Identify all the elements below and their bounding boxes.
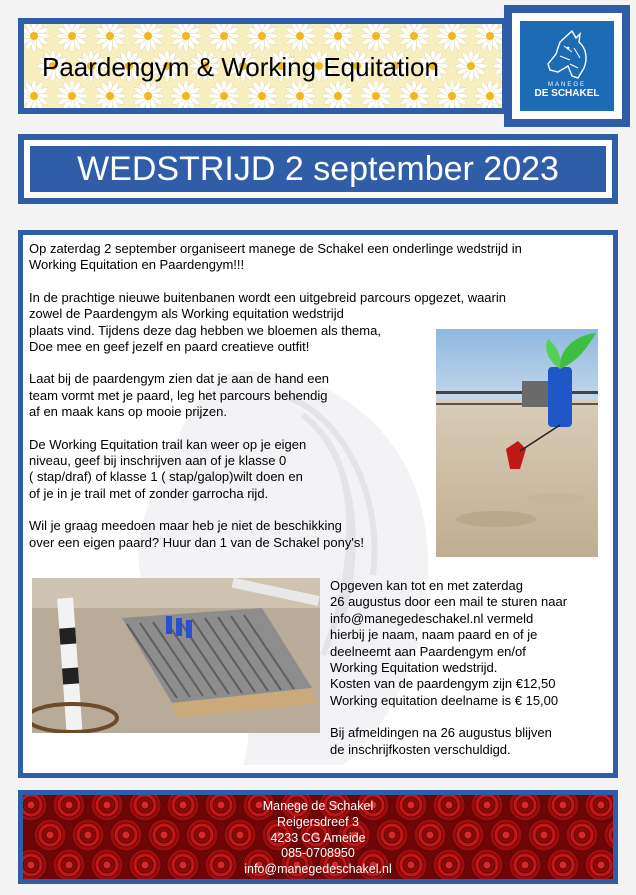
signup-text <box>330 578 616 774</box>
logo-frame <box>504 5 630 127</box>
footer-line-name: Manege de Schakel <box>262 799 374 813</box>
logo-top-text: MANEGE <box>547 82 586 88</box>
horse-head-icon <box>542 28 592 80</box>
paragraph-2: In de prachtige nieuwe buitenbanen wordt een uitgebreid parcours opgezet, waarin zowel de Paardengym als Working equitation wedstrijd plaats vind. Tijdens deze dag hebben we bloemen als thema, Doe mee en geef jezelf en paard creatieve outfit! <box>29 289 506 355</box>
footer <box>18 790 618 884</box>
footer-line-city: 4233 CG Ameide <box>270 830 366 845</box>
footer-address <box>23 799 613 878</box>
footer-line-street: Reigersdreef 3 <box>277 814 359 829</box>
cancellation-paragraph: Bij afmeldingen na 26 augustus blijven de inschrijfkosten verschuldigd. <box>330 725 552 757</box>
footer-line-email[interactable]: info@manegedeschakel.nl <box>244 862 392 877</box>
title-banner <box>18 134 618 204</box>
arena-photo <box>436 329 598 557</box>
paragraph-4: De Working Equitation trail kan weer op je eigen niveau, geef bij inschrijven aan of je klasse 0 ( stap/draf) of klasse 1 ( stap/galop)wilt doen en of je in je trail met of zonder garrocha rijd. <box>29 436 307 501</box>
paragraph-5: Wil je graag meedoen maar heb je niet de beschikking over een eigen paard? Huur dan 1 van de Schakel pony's! <box>29 518 364 550</box>
paragraph-3: Laat bij de paardengym zien dat je aan de hand een team vormt met je paard, leg het parcours behendig af en maak kans op mooie prijzen. <box>29 371 329 420</box>
page-title: WEDSTRIJD 2 september 2023 <box>30 146 606 192</box>
footer-line-phone: 085-0708950 <box>281 846 355 861</box>
signup-paragraph: Opgeven kan tot en met zaterdag 26 augustus door een mail te sturen naar info@manegedeschakel.nl vermeld hierbij je naam, naam paard en of je deelneemt aan Paardengym en/of Working Equitation wedstrijd. Kosten van de paardengym zijn €12,50 Working equitation deelname is € 15,00 <box>330 578 568 708</box>
main-content <box>18 230 618 778</box>
header-banner <box>18 18 508 114</box>
logo <box>520 21 614 111</box>
header-title: Paardengym & Working Equitation <box>42 52 439 82</box>
obstacle-photo <box>32 578 320 733</box>
logo-bottom-text: DE SCHAKEL <box>534 88 600 99</box>
paragraph-1: Op zaterdag 2 september organiseert manege de Schakel een onderlinge wedstrijd in Working Equitation en Paardengym!!! <box>29 241 522 273</box>
